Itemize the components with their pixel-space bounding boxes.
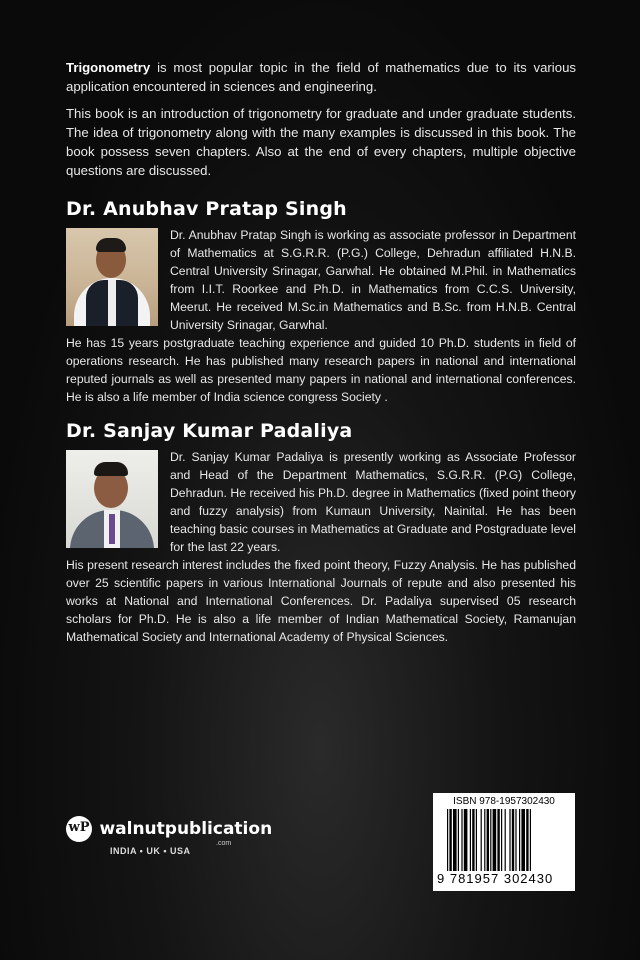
barcode-bar bbox=[484, 809, 485, 871]
publisher-domain: .com bbox=[216, 840, 232, 847]
barcode-digits: 9 781957 302430 bbox=[437, 871, 554, 886]
barcode-bar bbox=[461, 809, 462, 871]
author2-bio bbox=[66, 448, 576, 646]
barcode-bar bbox=[472, 809, 474, 871]
barcode-bar bbox=[515, 809, 516, 871]
author1-bio bbox=[66, 226, 576, 406]
author2-bio-text: Dr. Sanjay Kumar Padaliya is presently working as Associate Professor and Head of the Department Mathematics, S.G.R.R. (P.G) College, Dehradun. He received his Ph.D. degree in Mathematics (fixed point theory and fuzzy analysis) from Kumaun University, Nainital. He has been teaching basic courses in Mathematics at Graduate and Postgraduate level for the last 22 years. bbox=[170, 450, 576, 554]
barcode-bars bbox=[447, 809, 569, 871]
barcode-bar bbox=[497, 809, 499, 871]
barcode-bar bbox=[501, 809, 502, 871]
publisher-name: walnutpublication bbox=[99, 819, 273, 839]
isbn-label: ISBN 978-1957302430 bbox=[453, 796, 555, 807]
intro-paragraph-2: This book is an introduction of trigonometry for graduate and under graduate students. The idea of trigonometry along with the many examples is discussed in this book. The book possess seven chapters. Also at the end of every chapters, multiple objective questions are discussed. bbox=[66, 106, 576, 178]
author1-name: Dr. Anubhav Pratap Singh bbox=[66, 198, 347, 220]
barcode-bar bbox=[509, 809, 510, 871]
barcode-bar bbox=[519, 809, 520, 871]
intro-p1-text: is most popular topic in the field of mathematics due to its various application encountered in sciences and engineering. bbox=[66, 60, 576, 94]
back-cover-text bbox=[66, 58, 576, 646]
barcode-bar bbox=[458, 809, 459, 871]
barcode-bar bbox=[481, 809, 482, 871]
barcode-bar bbox=[453, 809, 457, 871]
barcode-bar bbox=[521, 809, 525, 871]
barcode-bar bbox=[464, 809, 468, 871]
author1-photo bbox=[66, 228, 158, 326]
barcode-bar bbox=[530, 809, 531, 871]
publisher-logo bbox=[66, 816, 273, 847]
barcode-bar bbox=[493, 809, 497, 871]
barcode-bar bbox=[449, 809, 451, 871]
author1-bio-text: Dr. Anubhav Pratap Singh is working as associate professor in Department of Mathematics at S.G.R.R. (P.G.) College, Dehradun affiliated H.N.B. Central University Srinagar, Garwhal. He obtained M.Phil. in Mathematics from I.I.T. Roorkee and Ph.D. in Mathematics from C.C.S. University, Meerut. He received M.Sc.in Mathematics and B.Sc. from H.N.B. Central University Srinagar, Garwhal. bbox=[170, 228, 576, 332]
barcode-bar bbox=[505, 809, 506, 871]
author2-photo bbox=[66, 450, 158, 548]
barcode-bar bbox=[476, 809, 477, 871]
barcode-bar bbox=[447, 809, 448, 871]
walnut-logo-icon: wP bbox=[66, 816, 92, 842]
author1-bio-text-2: He has 15 years postgraduate teaching experience and guided 10 Ph.D. students in field of operations research. He has published many research papers in national and international reputed journals as well as presented many papers in national and international conferences. He is also a life member of India science congress Society . bbox=[66, 336, 576, 404]
barcode-bar bbox=[512, 809, 514, 871]
intro-paragraph-1 bbox=[66, 58, 576, 96]
intro-bold-term: Trigonometry bbox=[66, 60, 151, 75]
barcode-bar bbox=[470, 809, 471, 871]
barcode-bar bbox=[490, 809, 491, 871]
barcode-bar bbox=[526, 809, 528, 871]
publisher-regions: INDIA • UK • USA bbox=[110, 846, 191, 856]
author2-name: Dr. Sanjay Kumar Padaliya bbox=[66, 420, 353, 442]
author2-bio-text-2: His present research interest includes the fixed point theory, Fuzzy Analysis. He has published over 25 scientific papers in various International Journals of repute and also presented his works at National and International Conferences. Dr. Padaliya supervised 05 research scholars for Ph.D. He is also a life member of Indian Mathematical Society, Ramanujan Mathematical Society and International Academy of Physical Sciences. bbox=[66, 558, 576, 644]
isbn-barcode bbox=[433, 793, 575, 891]
barcode-bar bbox=[487, 809, 489, 871]
